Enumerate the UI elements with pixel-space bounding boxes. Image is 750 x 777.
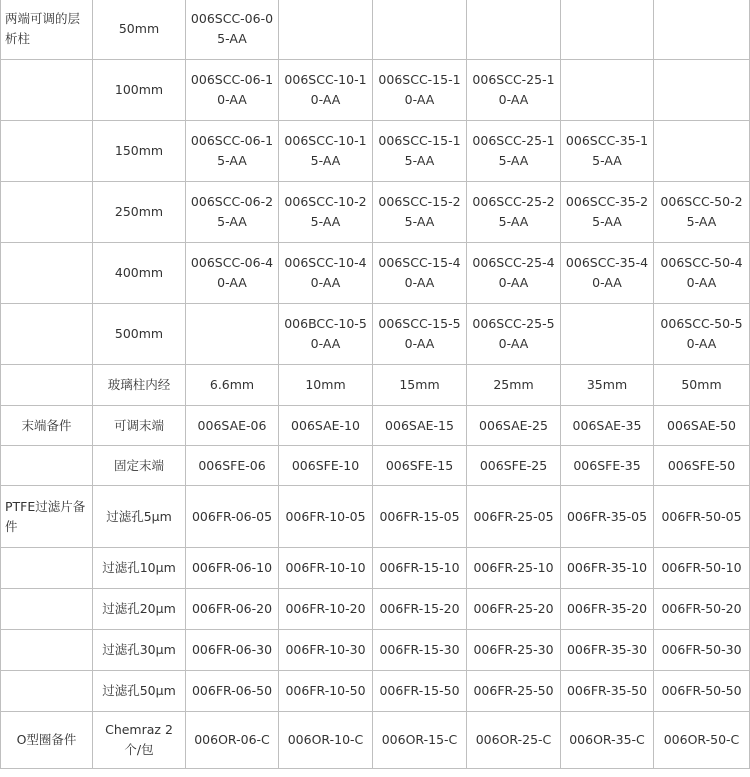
row-label: 可调末端 [93, 406, 186, 446]
table-cell: 006SFE-35 [561, 446, 654, 486]
table-row [1, 60, 750, 121]
table-cell: 006SCC-15-50-AA [373, 304, 467, 365]
row-label: 150mm [93, 121, 186, 182]
table-row [1, 548, 750, 589]
table-cell: 006SCC-15-15-AA [373, 121, 467, 182]
row-label: 50mm [93, 0, 186, 60]
row-label: 过滤孔5μm [93, 486, 186, 548]
table-cell: 006SCC-15-10-AA [373, 60, 467, 121]
table-cell: 006SAE-35 [561, 406, 654, 446]
table-cell [654, 60, 750, 121]
table-cell: 006FR-35-30 [561, 630, 654, 671]
table-cell: 006SCC-50-25-AA [654, 182, 750, 243]
table-cell [654, 121, 750, 182]
group-label [1, 589, 93, 630]
table-cell: 006FR-25-05 [467, 486, 561, 548]
table-cell: 006FR-15-50 [373, 671, 467, 712]
table-cell: 006SCC-06-15-AA [186, 121, 279, 182]
table-row [1, 712, 750, 769]
table-cell: 006SCC-06-25-AA [186, 182, 279, 243]
table-cell: 006FR-50-30 [654, 630, 750, 671]
table-row [1, 0, 750, 60]
table-row [1, 446, 750, 486]
table-row [1, 365, 750, 406]
table-cell: 006FR-06-30 [186, 630, 279, 671]
table-cell: 006SCC-25-40-AA [467, 243, 561, 304]
table-cell [373, 0, 467, 60]
table-cell: 006SFE-50 [654, 446, 750, 486]
table-row [1, 243, 750, 304]
group-label [1, 121, 93, 182]
table-cell: 006FR-15-10 [373, 548, 467, 589]
table-cell [186, 304, 279, 365]
table-cell: 10mm [279, 365, 373, 406]
table-cell: 006FR-10-30 [279, 630, 373, 671]
table-row [1, 182, 750, 243]
table-cell [654, 0, 750, 60]
table-cell: 006SAE-15 [373, 406, 467, 446]
table-cell: 006FR-50-05 [654, 486, 750, 548]
table-cell: 006SCC-10-15-AA [279, 121, 373, 182]
table-cell: 006SFE-15 [373, 446, 467, 486]
table-cell: 006SCC-10-25-AA [279, 182, 373, 243]
table-cell: 006FR-35-20 [561, 589, 654, 630]
row-label: 250mm [93, 182, 186, 243]
table-cell: 35mm [561, 365, 654, 406]
table-cell: 006SCC-25-10-AA [467, 60, 561, 121]
table-row [1, 304, 750, 365]
table-cell: 006SCC-10-10-AA [279, 60, 373, 121]
group-label [1, 182, 93, 243]
table-cell: 006SCC-15-25-AA [373, 182, 467, 243]
table-cell: 006SCC-50-40-AA [654, 243, 750, 304]
table-cell: 006SCC-06-10-AA [186, 60, 279, 121]
table-row [1, 486, 750, 548]
table-cell: 006OR-15-C [373, 712, 467, 769]
table-cell: 006SCC-06-40-AA [186, 243, 279, 304]
table-cell: 006SCC-35-40-AA [561, 243, 654, 304]
group-label [1, 304, 93, 365]
table-cell: 006FR-10-20 [279, 589, 373, 630]
table-cell: 006FR-15-20 [373, 589, 467, 630]
table-cell: 006SCC-50-50-AA [654, 304, 750, 365]
table-cell: 006FR-10-10 [279, 548, 373, 589]
table-cell: 006FR-15-05 [373, 486, 467, 548]
table-cell: 006FR-35-10 [561, 548, 654, 589]
table-cell: 006OR-25-C [467, 712, 561, 769]
row-label: 500mm [93, 304, 186, 365]
group-label: O型圈备件 [1, 712, 93, 769]
table-cell: 006FR-06-50 [186, 671, 279, 712]
table-cell: 006SCC-25-15-AA [467, 121, 561, 182]
table-cell: 006SCC-35-15-AA [561, 121, 654, 182]
table-row [1, 589, 750, 630]
table-cell: 006FR-35-50 [561, 671, 654, 712]
row-label: 过滤孔30μm [93, 630, 186, 671]
table-cell [279, 0, 373, 60]
table-cell: 006FR-25-50 [467, 671, 561, 712]
table-cell: 50mm [654, 365, 750, 406]
group-label [1, 243, 93, 304]
table-cell: 006FR-06-05 [186, 486, 279, 548]
group-label: 两端可调的层析柱 [1, 0, 93, 60]
table-cell: 006OR-50-C [654, 712, 750, 769]
row-label: 玻璃柱内经 [93, 365, 186, 406]
table-cell: 006FR-50-10 [654, 548, 750, 589]
table-row [1, 630, 750, 671]
group-label [1, 671, 93, 712]
table-cell: 006SFE-10 [279, 446, 373, 486]
group-label [1, 630, 93, 671]
group-label [1, 446, 93, 486]
table-cell: 6.6mm [186, 365, 279, 406]
row-label: 固定末端 [93, 446, 186, 486]
table-cell: 006FR-25-30 [467, 630, 561, 671]
table-cell: 006SCC-35-25-AA [561, 182, 654, 243]
table-cell: 006SAE-10 [279, 406, 373, 446]
row-label: 过滤孔20μm [93, 589, 186, 630]
table-cell: 006SCC-15-40-AA [373, 243, 467, 304]
table-cell: 006SFE-06 [186, 446, 279, 486]
table-cell: 006FR-10-05 [279, 486, 373, 548]
table-cell: 006FR-35-05 [561, 486, 654, 548]
table-row [1, 671, 750, 712]
row-label: 过滤孔10μm [93, 548, 186, 589]
group-label [1, 60, 93, 121]
table-cell: 006FR-06-20 [186, 589, 279, 630]
table-cell: 006BCC-10-50-AA [279, 304, 373, 365]
table-cell: 006SCC-06-05-AA [186, 0, 279, 60]
table-row [1, 406, 750, 446]
table-cell: 006FR-25-20 [467, 589, 561, 630]
table-cell: 006SFE-25 [467, 446, 561, 486]
table-cell [561, 304, 654, 365]
group-label: 末端备件 [1, 406, 93, 446]
table-cell: 15mm [373, 365, 467, 406]
table-cell: 006SCC-25-50-AA [467, 304, 561, 365]
table-cell: 006FR-50-20 [654, 589, 750, 630]
table-cell: 006FR-25-10 [467, 548, 561, 589]
table-cell [467, 0, 561, 60]
group-label [1, 548, 93, 589]
table-cell: 006OR-10-C [279, 712, 373, 769]
table-cell: 006OR-35-C [561, 712, 654, 769]
group-label: PTFE过滤片备件 [1, 486, 93, 548]
table-cell: 006FR-15-30 [373, 630, 467, 671]
table-cell: 006FR-50-50 [654, 671, 750, 712]
table-cell: 006SAE-50 [654, 406, 750, 446]
table-cell: 25mm [467, 365, 561, 406]
table-cell: 006SCC-25-25-AA [467, 182, 561, 243]
table-cell: 006SCC-10-40-AA [279, 243, 373, 304]
group-label [1, 365, 93, 406]
row-label: 过滤孔50μm [93, 671, 186, 712]
row-label: Chemraz 2个/包 [93, 712, 186, 769]
row-label: 400mm [93, 243, 186, 304]
table-cell: 006SAE-06 [186, 406, 279, 446]
row-label: 100mm [93, 60, 186, 121]
table-cell [561, 60, 654, 121]
table-cell: 006SAE-25 [467, 406, 561, 446]
table-row [1, 121, 750, 182]
table-cell [561, 0, 654, 60]
table-cell: 006OR-06-C [186, 712, 279, 769]
table-cell: 006FR-10-50 [279, 671, 373, 712]
table-cell: 006FR-06-10 [186, 548, 279, 589]
